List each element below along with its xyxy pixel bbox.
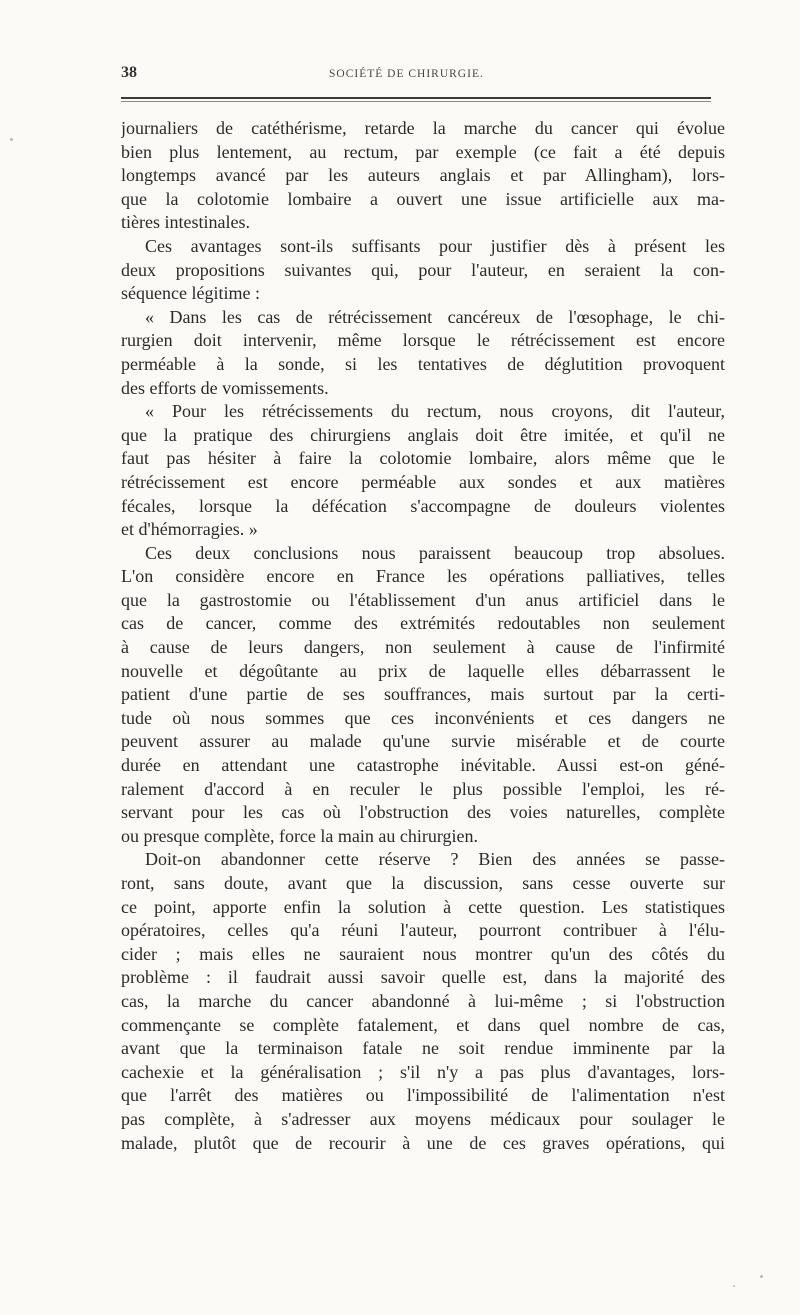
- text-line: malade, plutôt que de recourir à une de ces graves opérations, qui: [121, 1132, 725, 1153]
- text-line: ront, sans doute, avant que la discussion, sans cesse ouverte sur: [121, 873, 725, 893]
- text-line: perméable à la sonde, si les tentatives de déglutition provoquent: [121, 353, 725, 374]
- text-line: Ces deux conclusions nous paraissent beaucoup trop absolues.: [145, 542, 725, 563]
- text-line: opératoires, celles qu'a réuni l'auteur, pourront contribuer à l'élu-: [121, 920, 725, 941]
- text-line: cachexie et la généralisation ; s'il n'y a pas plus d'avantages, lors-: [121, 1061, 725, 1082]
- text-line: ralement d'accord à en reculer le plus possible l'emploi, les ré-: [121, 778, 725, 799]
- text-line: patient d'une partie de ses souffrances, mais surtout par la certi-: [121, 684, 725, 705]
- text-line: ce point, apporte enfin la solution à cette question. Les statistiques: [121, 896, 725, 917]
- text-line: Ces avantages sont-ils suffisants pour justifier dès à présent les: [145, 235, 725, 256]
- header-rule-thin: [121, 101, 711, 102]
- text-line: et d'hémorragies. »: [121, 519, 258, 540]
- body-text: [121, 117, 725, 1155]
- text-line: tières intestinales.: [121, 212, 250, 233]
- text-line: que l'arrêt des matières ou l'impossibilité de l'alimentation n'est: [121, 1085, 725, 1106]
- text-line: pas complète, à s'adresser aux moyens médicaux pour soulager le: [121, 1108, 725, 1129]
- text-line: fécales, lorsque la défécation s'accompagne de douleurs violentes: [121, 495, 725, 516]
- text-line: séquence légitime :: [121, 283, 260, 304]
- text-line: rétrécissement est encore perméable aux sondes et aux matières: [121, 471, 725, 492]
- text-line: problème : il faudrait aussi savoir quelle est, dans la majorité des: [121, 967, 725, 988]
- page-header: [121, 64, 726, 92]
- text-line: servant pour les cas où l'obstruction des voies naturelles, complète: [121, 802, 725, 823]
- text-line: à cause de leurs dangers, non seulement à cause de l'infirmité: [121, 637, 725, 658]
- text-line: bien plus lentement, au rectum, par exemple (ce fait a été depuis: [121, 141, 725, 162]
- text-line: nouvelle et dégoûtante au prix de laquelle elles débarrassent le: [121, 660, 725, 681]
- text-line: journaliers de catéthérisme, retarde la marche du cancer qui évolue: [121, 118, 725, 138]
- text-line: « Pour les rétrécissements du rectum, nous croyons, dit l'auteur,: [145, 401, 725, 422]
- text-line: ou presque complète, force la main au chirurgien.: [121, 825, 479, 846]
- text-line: commençante se complète fatalement, et dans quel nombre de cas,: [121, 1014, 725, 1035]
- text-line: « Dans les cas de rétrécissement cancéreux de l'œsophage, le chi-: [145, 306, 725, 327]
- text-line: rurgien doit intervenir, même lorsque le rétrécissement est encore: [121, 330, 725, 351]
- text-line: peuvent assurer au malade qu'une survie misérable et de courte: [121, 731, 725, 752]
- text-line: tude où nous sommes que ces inconvénients et ces dangers ne: [121, 707, 725, 728]
- text-line: que la colotomie lombaire a ouvert une issue artificielle aux ma-: [121, 188, 725, 209]
- paper-speck: [760, 1275, 763, 1278]
- text-line: des efforts de vomissements.: [121, 377, 329, 398]
- text-line: longtemps avancé par les auteurs anglais et par Allingham), lors-: [121, 165, 725, 186]
- text-line: cas, la marche du cancer abandonné à lui-même ; si l'obstruction: [121, 990, 725, 1011]
- text-line: que la pratique des chirurgiens anglais doit être imitée, et qu'il ne: [121, 424, 725, 445]
- text-line: deux propositions suivantes qui, pour l'auteur, en seraient la con-: [121, 259, 725, 280]
- paper-speck: [733, 1285, 735, 1287]
- text-line: L'on considère encore en France les opérations palliatives, telles: [121, 566, 725, 587]
- text-line: que la gastrostomie ou l'établissement d'un anus artificiel dans le: [121, 589, 725, 610]
- text-line: cider ; mais elles ne sauraient nous montrer qu'un des côtés du: [121, 943, 725, 964]
- text-line: durée en attendant une catastrophe inévitable. Aussi est-on géné-: [121, 755, 725, 776]
- page-number: 38: [121, 64, 137, 81]
- text-line: Doit-on abandonner cette réserve ? Bien des années se passe-: [145, 849, 725, 870]
- text-line: avant que la terminaison fatale ne soit rendue imminente par la: [121, 1038, 725, 1059]
- running-head: SOCIÉTÉ DE CHIRURGIE.: [329, 68, 484, 80]
- header-rule: [121, 97, 711, 99]
- text-line: cas de cancer, comme des extrémités redoutables non seulement: [121, 613, 725, 634]
- text-line: faut pas hésiter à faire la colotomie lombaire, alors même que le: [121, 448, 725, 469]
- paper-speck: [10, 138, 13, 141]
